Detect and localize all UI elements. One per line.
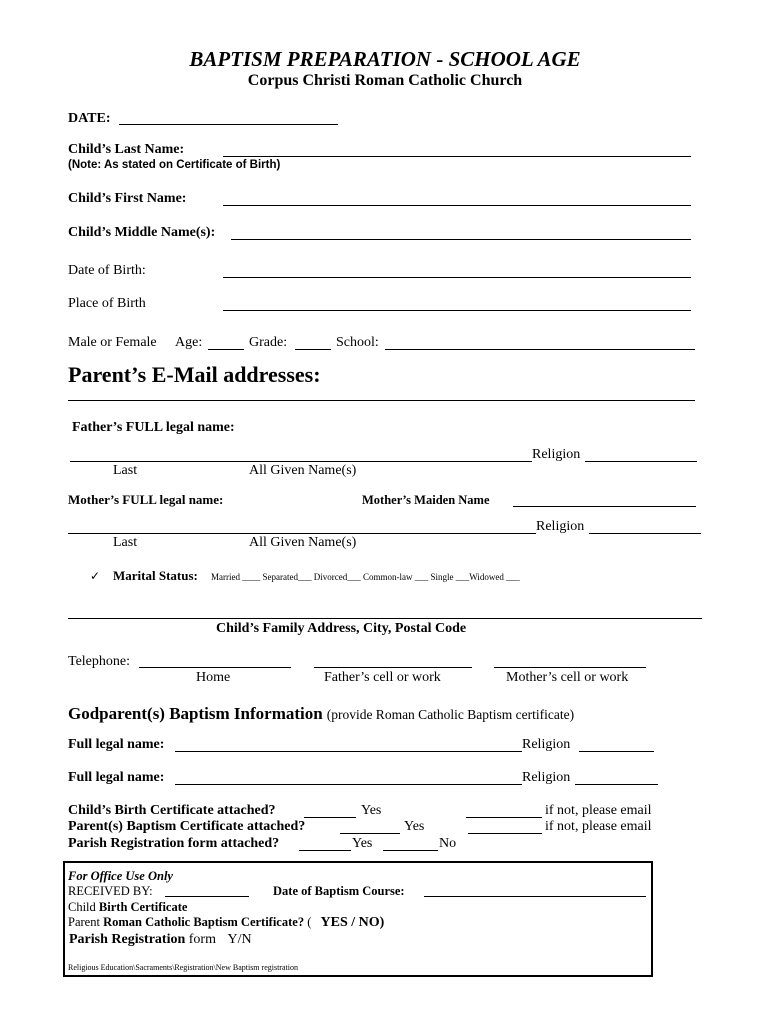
office-parish-label: Parish Registration: [69, 932, 186, 947]
parish-form-yes-field[interactable]: [299, 850, 351, 851]
age-label: Age:: [175, 335, 203, 350]
office-paren-open: (: [307, 915, 312, 929]
birth-cert-email-note: if not, please email: [545, 803, 652, 818]
date-label: DATE:: [68, 111, 111, 126]
mother-name-field[interactable]: [68, 533, 536, 534]
godparent2-name-label: Full legal name:: [68, 770, 165, 785]
mother-phone-field[interactable]: [494, 667, 646, 668]
last-name-field[interactable]: [223, 156, 691, 157]
father-phone-field[interactable]: [314, 667, 472, 668]
godparent1-religion-label: Religion: [522, 737, 571, 752]
marital-status-label: Marital Status:: [113, 568, 198, 583]
received-by-label: RECEIVED BY:: [68, 884, 153, 898]
course-date-field[interactable]: [424, 896, 646, 897]
mother-name-label: Mother’s FULL legal name:: [68, 492, 224, 507]
godparent2-religion-label: Religion: [522, 770, 571, 785]
office-yes-no: YES / NO): [320, 915, 385, 930]
parent-cert-yes: Yes: [404, 819, 425, 834]
telephone-label: Telephone:: [68, 654, 130, 669]
form-title: BAPTISM PREPARATION - SCHOOL AGE: [189, 47, 581, 71]
office-parent-line: [68, 915, 384, 931]
date-field[interactable]: [119, 124, 338, 125]
office-child-line: [68, 900, 187, 915]
godparent-heading-note: (provide Roman Catholic Baptism certificate): [326, 707, 575, 722]
office-heading: For Office Use Only: [68, 869, 173, 883]
mother-cell-caption: Mother’s cell or work: [506, 670, 629, 685]
parish-form-no-field[interactable]: [383, 850, 438, 851]
school-label: School:: [336, 335, 379, 350]
father-given-caption: All Given Name(s): [249, 463, 357, 478]
address-caption: Child’s Family Address, City, Postal Code: [216, 621, 467, 636]
parish-form-yes: Yes: [352, 836, 373, 851]
grade-label: Grade:: [249, 335, 288, 350]
home-phone-field[interactable]: [139, 667, 291, 668]
office-parent-cert: Roman Catholic Baptism Certificate?: [103, 915, 305, 929]
marital-status-options[interactable]: Married ____ Separated___ Divorced___ Common-law ___ Single ___Widowed ___: [211, 572, 520, 582]
middle-name-field[interactable]: [231, 239, 691, 240]
mother-maiden-label: Mother’s Maiden Name: [362, 493, 490, 507]
office-parish-form: form: [188, 932, 216, 947]
parent-cert-label: Parent(s) Baptism Certificate attached?: [68, 819, 306, 834]
mother-last-caption: Last: [113, 535, 138, 550]
check-icon: ✓: [90, 569, 101, 583]
course-date-label: Date of Baptism Course:: [273, 884, 405, 898]
parent-email-heading: Parent’s E-Mail addresses:: [68, 362, 321, 387]
first-name-label: Child’s First Name:: [68, 191, 187, 206]
church-name: Corpus Christi Roman Catholic Church: [247, 72, 523, 89]
parish-form-label: Parish Registration form attached?: [68, 836, 280, 851]
pob-field[interactable]: [223, 310, 691, 311]
file-path-footer: Religious Education\Sacraments\Registration\New Baptism registration: [68, 963, 298, 972]
grade-field[interactable]: [295, 349, 331, 350]
parent-cert-email-note: if not, please email: [545, 819, 652, 834]
mother-religion-field[interactable]: [589, 533, 701, 534]
birth-cert-yes: Yes: [361, 803, 382, 818]
parent-cert-email-field[interactable]: [468, 833, 542, 834]
father-name-field[interactable]: [70, 461, 532, 462]
last-name-label: Child’s Last Name:: [68, 142, 185, 157]
godparent1-name-label: Full legal name:: [68, 737, 165, 752]
mother-given-caption: All Given Name(s): [249, 535, 357, 550]
mother-maiden-field[interactable]: [513, 506, 696, 507]
godparent1-religion-field[interactable]: [579, 751, 654, 752]
mother-religion-label: Religion: [536, 519, 585, 534]
godparent1-name-field[interactable]: [175, 751, 522, 752]
godparent-heading: [68, 704, 574, 724]
male-female-label: Male or Female: [68, 335, 157, 350]
dob-field[interactable]: [223, 277, 691, 278]
godparent2-religion-field[interactable]: [575, 784, 658, 785]
father-religion-label: Religion: [532, 447, 581, 462]
school-field[interactable]: [385, 349, 695, 350]
last-name-note: (Note: As stated on Certificate of Birth): [68, 159, 281, 171]
address-field[interactable]: [68, 618, 702, 619]
parish-form-no: No: [439, 836, 457, 851]
birth-cert-label: Child’s Birth Certificate attached?: [68, 803, 276, 818]
pob-label: Place of Birth: [68, 296, 146, 311]
birth-cert-field[interactable]: [304, 817, 356, 818]
godparent-heading-text: Godparent(s) Baptism Information: [68, 704, 323, 723]
birth-cert-email-field[interactable]: [466, 817, 542, 818]
parent-cert-field[interactable]: [340, 833, 400, 834]
father-last-caption: Last: [113, 463, 138, 478]
godparent2-name-field[interactable]: [175, 784, 522, 785]
father-religion-field[interactable]: [585, 461, 697, 462]
home-caption: Home: [196, 670, 231, 685]
received-by-field[interactable]: [165, 896, 249, 897]
middle-name-label: Child’s Middle Name(s):: [68, 225, 216, 240]
father-cell-caption: Father’s cell or work: [324, 670, 441, 685]
first-name-field[interactable]: [223, 205, 691, 206]
parent-email-field[interactable]: [68, 400, 695, 401]
office-child-prefix: Child: [68, 900, 96, 914]
dob-label: Date of Birth:: [68, 263, 146, 278]
office-parent-prefix: Parent: [68, 915, 100, 929]
age-field[interactable]: [208, 349, 244, 350]
father-name-label: Father’s FULL legal name:: [72, 420, 235, 435]
office-parish-yn: Y/N: [227, 932, 252, 947]
office-child-cert: Birth Certificate: [98, 900, 188, 914]
office-parish-line: [69, 932, 252, 948]
